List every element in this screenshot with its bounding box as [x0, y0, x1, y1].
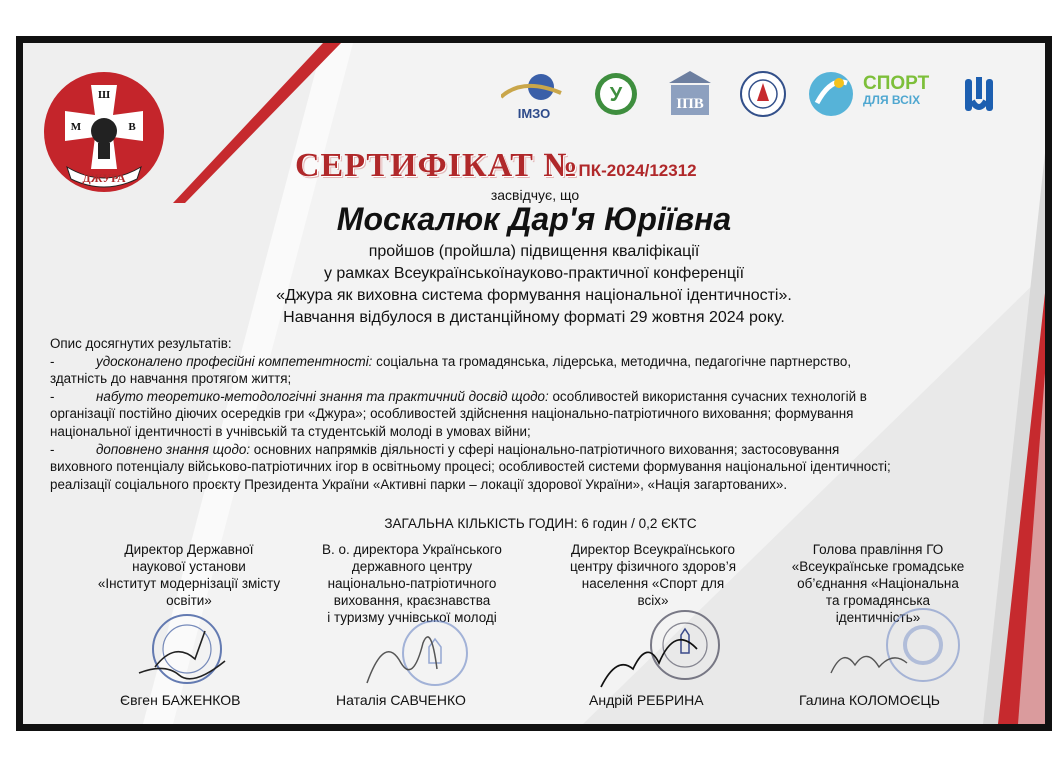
emblem-letter-top: Ш	[97, 89, 111, 101]
results-item-2-italic: набуто теоретико-методологічні знання та практичний досвід щодо:	[96, 388, 549, 404]
conference-title: «Джура як виховна система формування національної ідентичності».	[276, 287, 792, 304]
signer-4-line: ідентичність»	[835, 610, 921, 625]
conference-line: у рамках Всеукраїнськоїнауково-практичної конференції	[323, 265, 745, 282]
sport-line1: СПОРТ	[863, 73, 930, 94]
ukraine-identity-logo	[961, 73, 997, 117]
results-item-3-cont1: виховного потенціалу військово-патріотичних ігор в освітньому процесі; особливостей системи формування національної ідентичності;	[50, 459, 891, 475]
certificate	[16, 36, 1052, 731]
total-hours: ЗАГАЛЬНА КІЛЬКІСТЬ ГОДИН: 6 годин / 0,2 ЄКТС	[384, 516, 697, 531]
results-item-2-cont2: національної ідентичності в учнівській та студентській молоді в умовах війни;	[50, 423, 531, 439]
u-logo	[593, 69, 639, 119]
ipv-logo	[665, 69, 715, 119]
signer-1-line: наукової установи	[132, 559, 246, 574]
signer-2-line: В. о. директора Українського	[322, 542, 502, 557]
signer-3-name: Андрій РЕБРИНА	[589, 692, 704, 708]
results-heading: Опис досягнутих результатів:	[50, 336, 232, 351]
results-item-1-text: соціальна та громадянська, лідерська, методична, педагогічне партнерство,	[372, 353, 852, 369]
results-item-3-cont2: реалізації соціального проєкту Президента України «Активні парки – локації здорової України», «Нація загартованих».	[50, 476, 788, 492]
signer-2-line: виховання, краєзнавства	[333, 593, 491, 608]
signer-3-line: центру фізичного здоров’я	[569, 559, 737, 574]
signer-2-stamp	[361, 613, 471, 693]
sport-for-all-icon	[807, 69, 855, 119]
sport-line2: ДЛЯ ВСІХ	[863, 93, 921, 107]
results-item-1-italic: удосконалено професійні компетентності:	[96, 353, 373, 369]
sport-for-all-logo-text	[863, 75, 929, 109]
signer-1-stamp	[135, 611, 231, 691]
signer-4-line: об’єднання «Національна	[797, 576, 959, 591]
emblem-banner-text: ДЖУРА	[82, 171, 126, 185]
emblem-letter-left: М	[70, 121, 82, 133]
results-item-1-cont: здатність до навчання протягом життя;	[50, 371, 292, 387]
u-logo-letter: У	[609, 84, 623, 106]
certificate-number: ПК-2024/12312	[578, 161, 697, 180]
certifies-text: засвідчує, що	[490, 187, 580, 203]
signer-1-name: Євген БАЖЕНКОВ	[120, 692, 241, 708]
emblem-letter-right: В	[128, 121, 136, 133]
signer-1-line: Директор Державної	[124, 542, 254, 557]
results-item-2-cont1: організації постійно діючих осередків гри «Джура»; особливостей здійснення національно-патріотичного виховання; формування	[50, 406, 854, 422]
certificate-title: СЕРТИФІКАТ №	[295, 147, 579, 184]
signer-4-line: та громадянська	[825, 593, 931, 608]
results-item-3-text: основних напрямків діяльності у сфері національно-патріотичного виховання; застосовування	[250, 441, 840, 457]
imzo-logo-text: ІМЗО	[517, 106, 551, 121]
signer-1-line: освіти»	[166, 593, 212, 608]
signer-4-line: Голова правління ГО	[812, 542, 944, 557]
imzo-logo	[501, 71, 567, 121]
results-section	[50, 335, 1010, 493]
bullet-dash: -	[50, 388, 55, 404]
results-item-3-italic: доповнено знання щодо:	[96, 441, 251, 457]
signer-3-stamp	[597, 609, 727, 693]
signer-2-name: Наталія САВЧЕНКО	[336, 692, 466, 708]
signer-4-name: Галина КОЛОМОЄЦЬ	[799, 692, 940, 708]
recipient-name: Москалюк Дар'я Юріївна	[336, 201, 732, 237]
signer-3-position	[551, 541, 755, 609]
results-item-2-text: особливостей використання сучасних технологій в	[548, 388, 867, 404]
qualification-line: пройшов (пройшла) підвищення кваліфікації	[368, 243, 700, 260]
certificate-title-row	[295, 147, 697, 185]
signer-3-line: всіх»	[637, 593, 669, 608]
signer-4-stamp	[823, 607, 963, 691]
bullet-dash: -	[50, 441, 55, 457]
patriotic-center-logo	[739, 69, 787, 119]
signer-2-line: національно-патріотичного	[327, 576, 497, 591]
signer-3-line: населення «Спорт для	[581, 576, 725, 591]
signer-1-line: «Інститут модернізації змісту	[97, 576, 281, 591]
signer-2-line: державного центру	[351, 559, 473, 574]
results-item-2	[50, 388, 1010, 406]
results-item-1	[50, 353, 1010, 371]
training-format-line: Навчання відбулося в дистанційному форматі 29 жовтня 2024 року.	[283, 309, 785, 326]
signer-1-position	[85, 541, 293, 609]
dzhura-emblem	[43, 71, 165, 193]
ipv-logo-text: ІПВ	[676, 96, 704, 112]
bullet-dash: -	[50, 353, 55, 369]
signer-2-line: і туризму учнівської молоді	[327, 610, 497, 625]
signer-4-line: «Всеукраїнське громадське	[791, 559, 965, 574]
results-item-3	[50, 441, 1010, 459]
signer-3-line: Директор Всеукраїнського	[570, 542, 736, 557]
partner-logos	[501, 69, 1031, 121]
